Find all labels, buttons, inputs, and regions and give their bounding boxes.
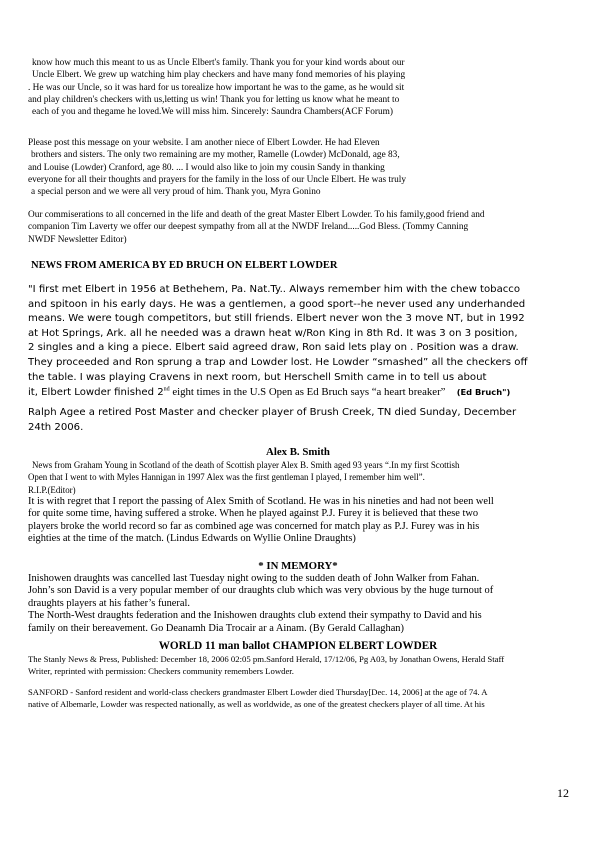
text-line: a special person and we were all very proud of him. Thank you, Myra Gonino	[31, 187, 321, 198]
text-line: Please post this message on your website. I am another niece of Elbert Lowder. He had Eleven	[28, 138, 380, 148]
text-line: means. We were tough competitors, but still friends. Elbert never won the 3 move NT, but in 1992	[28, 313, 525, 325]
text-line: "I first met Elbert in 1956 at Bethehem, Pa. Nat.Ty.. Always remember him with the chew tobacco	[28, 284, 521, 295]
text-line: Uncle Elbert. We grew up watching him play checkers and have many fond memories of his playing	[32, 70, 406, 81]
heading-ed-bruch: NEWS FROM AMERICA BY ED BRUCH ON ELBERT LOWDER	[31, 260, 338, 271]
text-line: everyone for all their thoughts and prayers for the family in the loss of our Uncle Elbert. He was truly	[28, 174, 406, 185]
text-line: draughts players at his father’s funeral.	[28, 597, 190, 609]
text-line: The Stanly News & Press, Published: December 18, 2006 02:05 pm.Sanford Herald, 17/12/06, Pg A03, by Jonathan Owens, Herald Staff	[28, 654, 505, 664]
text-line	[28, 385, 568, 401]
text-line: R.I.P.(Editor)	[28, 484, 76, 495]
in-memory-body	[28, 573, 568, 635]
text-line: Open that I went to with Myles Hannigan in 1997 Alex was the first gentleman I played, I remember him well”.	[28, 472, 425, 483]
text-line: They proceeded and Ron sprung a trap and Lowder lost. He Lowder “smashed” all the checkers off	[28, 356, 528, 368]
text-line: News from Graham Young in Scotland of the death of Scottish player Alex B. Smith aged 93 years “.In my first Scottish	[32, 460, 460, 470]
text-segment: eight times in the U.S Open as Ed Bruch says “a heart breaker”	[169, 386, 446, 399]
text-line: family on their bereavement. Go Deanamh Dia Trocair ar a Ainam. (By Gerald Callaghan)	[28, 622, 404, 634]
text-line: 24th 2006.	[28, 421, 84, 433]
text-line: for quite some time, having suffered a stroke. When he played against P.J. Furey it is believed that these two	[28, 508, 479, 520]
text-line: each of you and thegame he loved.We will miss him. Sincerely: Saundra Chambers(ACF Forum)	[32, 107, 393, 118]
text-line: Writer, reprinted with permission: Checkers community remembers Lowder.	[28, 666, 294, 677]
alex-smith-news	[28, 459, 568, 496]
text-line: NWDF Newsletter Editor)	[28, 234, 127, 245]
text-line: native of Albemarle, Lowder was respected nationally, as well as worldwide, as one of the greatest checkers player of all time. At his	[28, 699, 485, 710]
text-line: 2 singles and a king a piece. Elbert said agreed draw, Ron said lets play on . Position was a draw.	[28, 342, 519, 354]
letter-saundra-chambers	[28, 57, 568, 118]
text-line: SANFORD - Sanford resident and world-class checkers grandmaster Elbert Lowder died Thursday[Dec. 14, 2006] at the age of 74. A	[28, 687, 488, 697]
text-line: players broke the world record so far as combined age was concerned for match play as P.J. Furey was in his	[28, 520, 480, 532]
text-line: Our commiserations to all concerned in the life and death of the great Master Elbert Lowder. To his family,good friend and	[28, 210, 485, 220]
text-line: brothers and sisters. The only two remaining are my mother, Ramelle (Lowder) McDonald, age 83,	[31, 150, 400, 161]
text-line: at Hot Springs, Ark. all he needed was a drawn heat w/Ron King in 8th Rd. It was 3 on 3 position,	[28, 327, 518, 339]
heading-alex-smith: Alex B. Smith	[266, 446, 330, 458]
text-line: It is with regret that I report the passing of Alex Smith of Scotland. He was in his nineties and had not been well	[28, 496, 494, 507]
ralph-agee-notice	[28, 406, 568, 435]
text-line: John’s son David is a very popular member of our draughts club which was very obvious by the huge turnout of	[28, 585, 494, 597]
heading-in-memory: * IN MEMORY*	[258, 560, 338, 572]
ed-bruch-account	[28, 283, 568, 401]
text-line: . He was our Uncle, so it was hard for us torealize how important he was to the game, as he would sit	[28, 82, 405, 93]
stanly-news-credit	[28, 653, 568, 678]
heading-world-champion: WORLD 11 man ballot CHAMPION ELBERT LOWDER	[158, 640, 438, 652]
text-line: The North-West draughts federation and the Inishowen draughts club extend their sympathy to David and his	[28, 610, 482, 622]
text-line: companion Tim Laverty we offer our deepest sympathy from all at the NWDF Ireland.....God Bless. (Tommy Canning	[28, 222, 469, 233]
page-number: 12	[557, 786, 569, 800]
sanford-article	[28, 686, 568, 711]
text-line: eighties at the time of the match. (Lindus Edwards on Wyllie Online Draughts)	[28, 533, 356, 545]
alex-smith-body	[28, 496, 568, 546]
text-line: and Louise (Lowder) Cranford, age 80. ... I would also like to join my cousin Sandy in thanking	[28, 162, 385, 173]
credit-ed-bruch: (Ed Bruch")	[456, 387, 511, 398]
text-line: the table. I was playing Cravens in next room, but Herschell Smith came in to tell us about	[28, 371, 487, 383]
text-line: and spitoon in his early days. He was a gentlemen, a good sport--he never used any underhanded	[28, 298, 526, 310]
text-segment: it, Elbert Lowder finished 2	[28, 387, 164, 399]
letter-myra-gonino	[28, 137, 568, 198]
message-nwdf-ireland	[28, 209, 568, 246]
text-line: know how much this meant to us as Uncle Elbert's family. Thank you for your kind words about our	[32, 58, 405, 68]
text-line: Ralph Agee a retired Post Master and checker player of Brush Creek, TN died Sunday, December	[28, 407, 517, 418]
text-line: Inishowen draughts was cancelled last Tuesday night owing to the sudden death of John Walker from Fahan.	[28, 573, 480, 584]
text-line: and play children's checkers with us,letting us win! Thank you for letting us know what he meant to	[28, 94, 400, 105]
superscript-text: nd	[163, 386, 170, 393]
